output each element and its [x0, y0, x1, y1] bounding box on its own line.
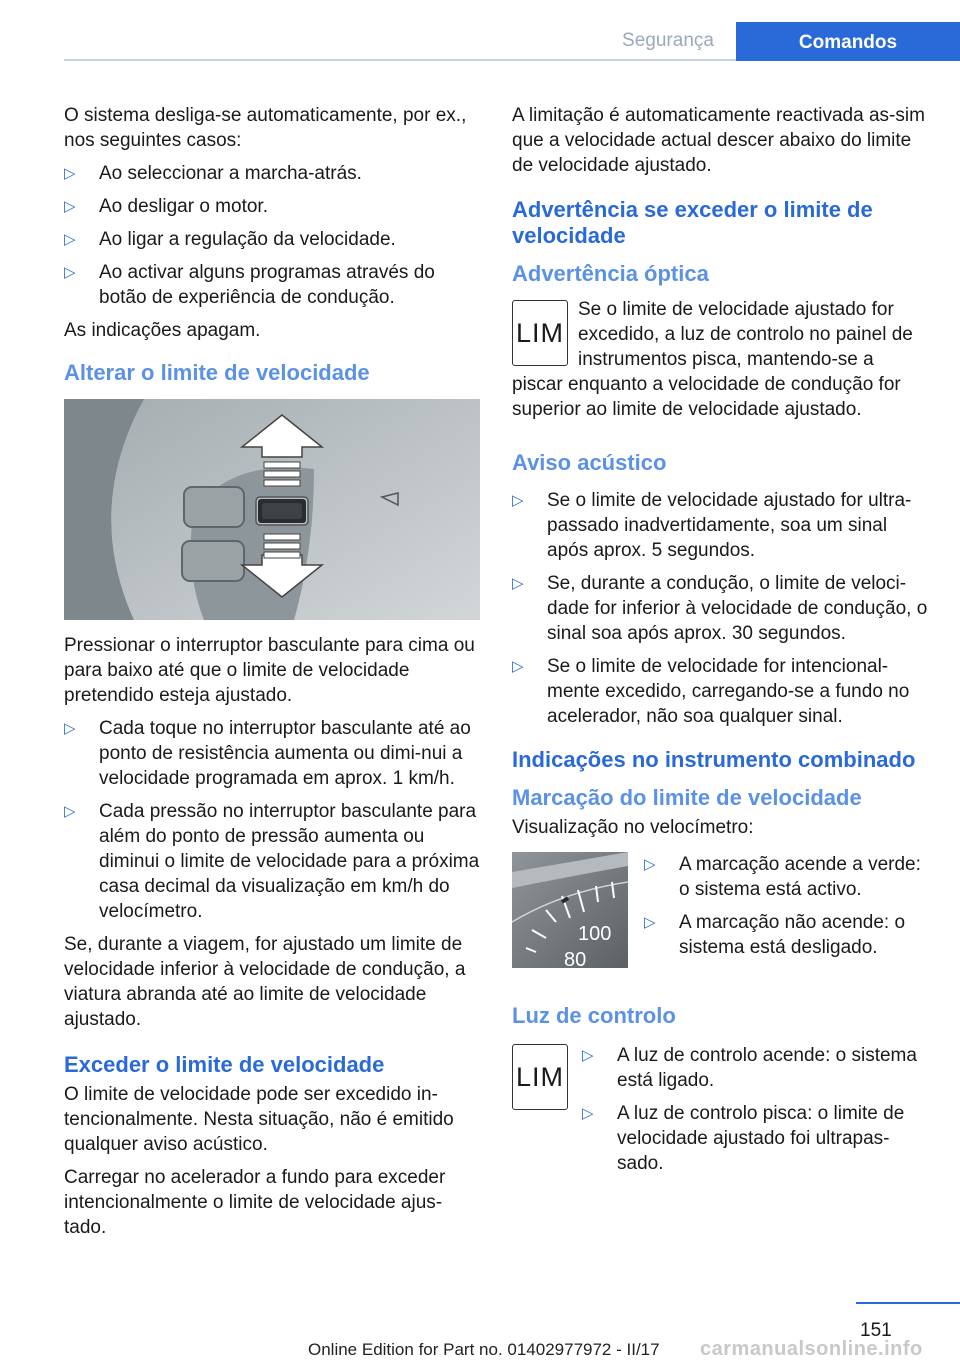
list-item: ▷ Se, durante a condução, o limite de veloci-dade for inferior à velocidade de condução, o sinal soa após aprox. 30 segundos. [512, 573, 928, 644]
bullet-list [644, 852, 928, 968]
steering-wheel-photo [64, 399, 480, 620]
triangle-bullet-icon: ▷ [64, 264, 76, 281]
edition-note: Online Edition for Part no. 01402977972 - II/17 [308, 1340, 660, 1359]
subsection-heading: Aviso acústico [512, 450, 667, 475]
paragraph: As indicações apagam. [64, 320, 261, 341]
tab-chapter[interactable]: Comandos [736, 22, 960, 61]
paragraph: Se o limite de velocidade ajustado for excedido, a luz de controlo no painel de instrumentos pisca, mantendo-se a piscar enquanto a velocidade de condução for superior ao limite de velocidade ajustado. [512, 299, 913, 420]
triangle-bullet-icon: ▷ [512, 492, 524, 509]
bullet-list [64, 161, 480, 310]
paragraph: Visualização no velocímetro: [512, 817, 754, 838]
triangle-bullet-icon: ▷ [64, 165, 76, 182]
paragraph: O sistema desliga-se automaticamente, por ex., nos seguintes casos: [64, 105, 467, 151]
list-item: ▷ A marcação não acende: o sistema está desligado. [644, 912, 906, 958]
section-heading: Indicações no instrumento combinado [512, 747, 916, 772]
paragraph: Pressionar o interruptor basculante para cima ou para baixo até que o limite de velocidade pretendido esteja ajustado. [64, 635, 475, 706]
triangle-bullet-icon: ▷ [582, 1047, 594, 1064]
subsection-heading: Luz de controlo [512, 1003, 676, 1028]
triangle-bullet-icon: ▷ [512, 658, 524, 675]
list-item: ▷ A luz de controlo acende: o sistema está ligado. [582, 1045, 917, 1091]
lim-indicator-icon: LIM [512, 300, 568, 366]
list-item: ▷ Se o limite de velocidade ajustado for ultra-passado inadvertidamente, soa um sinal após aprox. 5 segundos. [512, 490, 912, 561]
speedometer-block [512, 852, 928, 975]
subsection-heading: Advertência óptica [512, 261, 709, 286]
section-heading: Advertência se exceder o limite de velocidade [512, 197, 873, 248]
page-number: 151 [860, 1320, 892, 1341]
right-column [512, 103, 928, 1191]
triangle-bullet-icon: ▷ [64, 803, 76, 820]
triangle-bullet-icon: ▷ [644, 914, 656, 931]
triangle-bullet-icon: ▷ [512, 575, 524, 592]
list-item: ▷ A marcação acende a verde: o sistema está activo. [644, 854, 921, 900]
lim-indicator-icon: LIM [512, 1044, 568, 1110]
list-item: ▷ A luz de controlo pisca: o limite de velocidade ajustado foi ultrapas-sado. [582, 1103, 905, 1174]
bullet-list [64, 716, 480, 924]
list-item: ▷ Cada pressão no interruptor basculante para além do ponto de pressão aumenta ou diminui o limite de velocidade para a próxima casa decimal da visualização em km/h do velocímetro. [64, 801, 480, 922]
paragraph: Se, durante a viagem, for ajustado um limite de velocidade inferior à velocidade de condução, a viatura abranda até ao limite de velocidade ajustado. [64, 934, 466, 1030]
control-light-block [512, 1043, 928, 1191]
paragraph: O limite de velocidade pode ser excedido in-tencionalmente. Nesta situação, não é emitido qualquer aviso acústico. [64, 1084, 454, 1155]
paragraph: A limitação é automaticamente reactivada as-sim que a velocidade actual descer abaixo do limite de velocidade ajustado. [512, 105, 925, 176]
bullet-list [582, 1043, 928, 1184]
list-item: ▷ Ao desligar o motor. [64, 196, 268, 217]
speedo-label-100: 100 [578, 923, 612, 945]
list-item: ▷ Se o limite de velocidade for intencional-mente excedido, carregando-se a fundo no acelerador, não soa qualquer sinal. [512, 656, 910, 727]
section-heading: Exceder o limite de velocidade [64, 1052, 385, 1077]
subsection-heading: Marcação do limite de velocidade [512, 785, 862, 810]
optical-warning-block [512, 297, 928, 422]
list-item: ▷ Ao ligar a regulação da velocidade. [64, 229, 396, 250]
speedometer-image [512, 852, 628, 968]
paragraph: Carregar no acelerador a fundo para exceder intencionalmente o limite de velocidade ajus-tado. [64, 1167, 446, 1238]
triangle-bullet-icon: ▷ [582, 1105, 594, 1122]
triangle-bullet-icon: ▷ [644, 856, 656, 873]
bullet-list [512, 488, 928, 729]
list-item: ▷ Ao seleccionar a marcha-atrás. [64, 163, 362, 184]
triangle-bullet-icon: ▷ [64, 720, 76, 737]
triangle-bullet-icon: ▷ [64, 231, 76, 248]
triangle-bullet-icon: ▷ [64, 198, 76, 215]
footer-rule [856, 1302, 960, 1304]
section-heading: Alterar o limite de velocidade [64, 360, 370, 385]
left-column [64, 103, 480, 1248]
speedo-label-80: 80 [564, 949, 587, 968]
watermark: carmanualsonline.info [700, 1338, 923, 1360]
tab-section[interactable]: Segurança [622, 30, 714, 51]
list-item: ▷ Cada toque no interruptor basculante até ao ponto de resistência aumenta ou dimi-nui a velocidade programada em aprox. 1 km/h. [64, 718, 471, 789]
list-item: ▷ Ao activar alguns programas através do botão de experiência de condução. [64, 262, 435, 308]
